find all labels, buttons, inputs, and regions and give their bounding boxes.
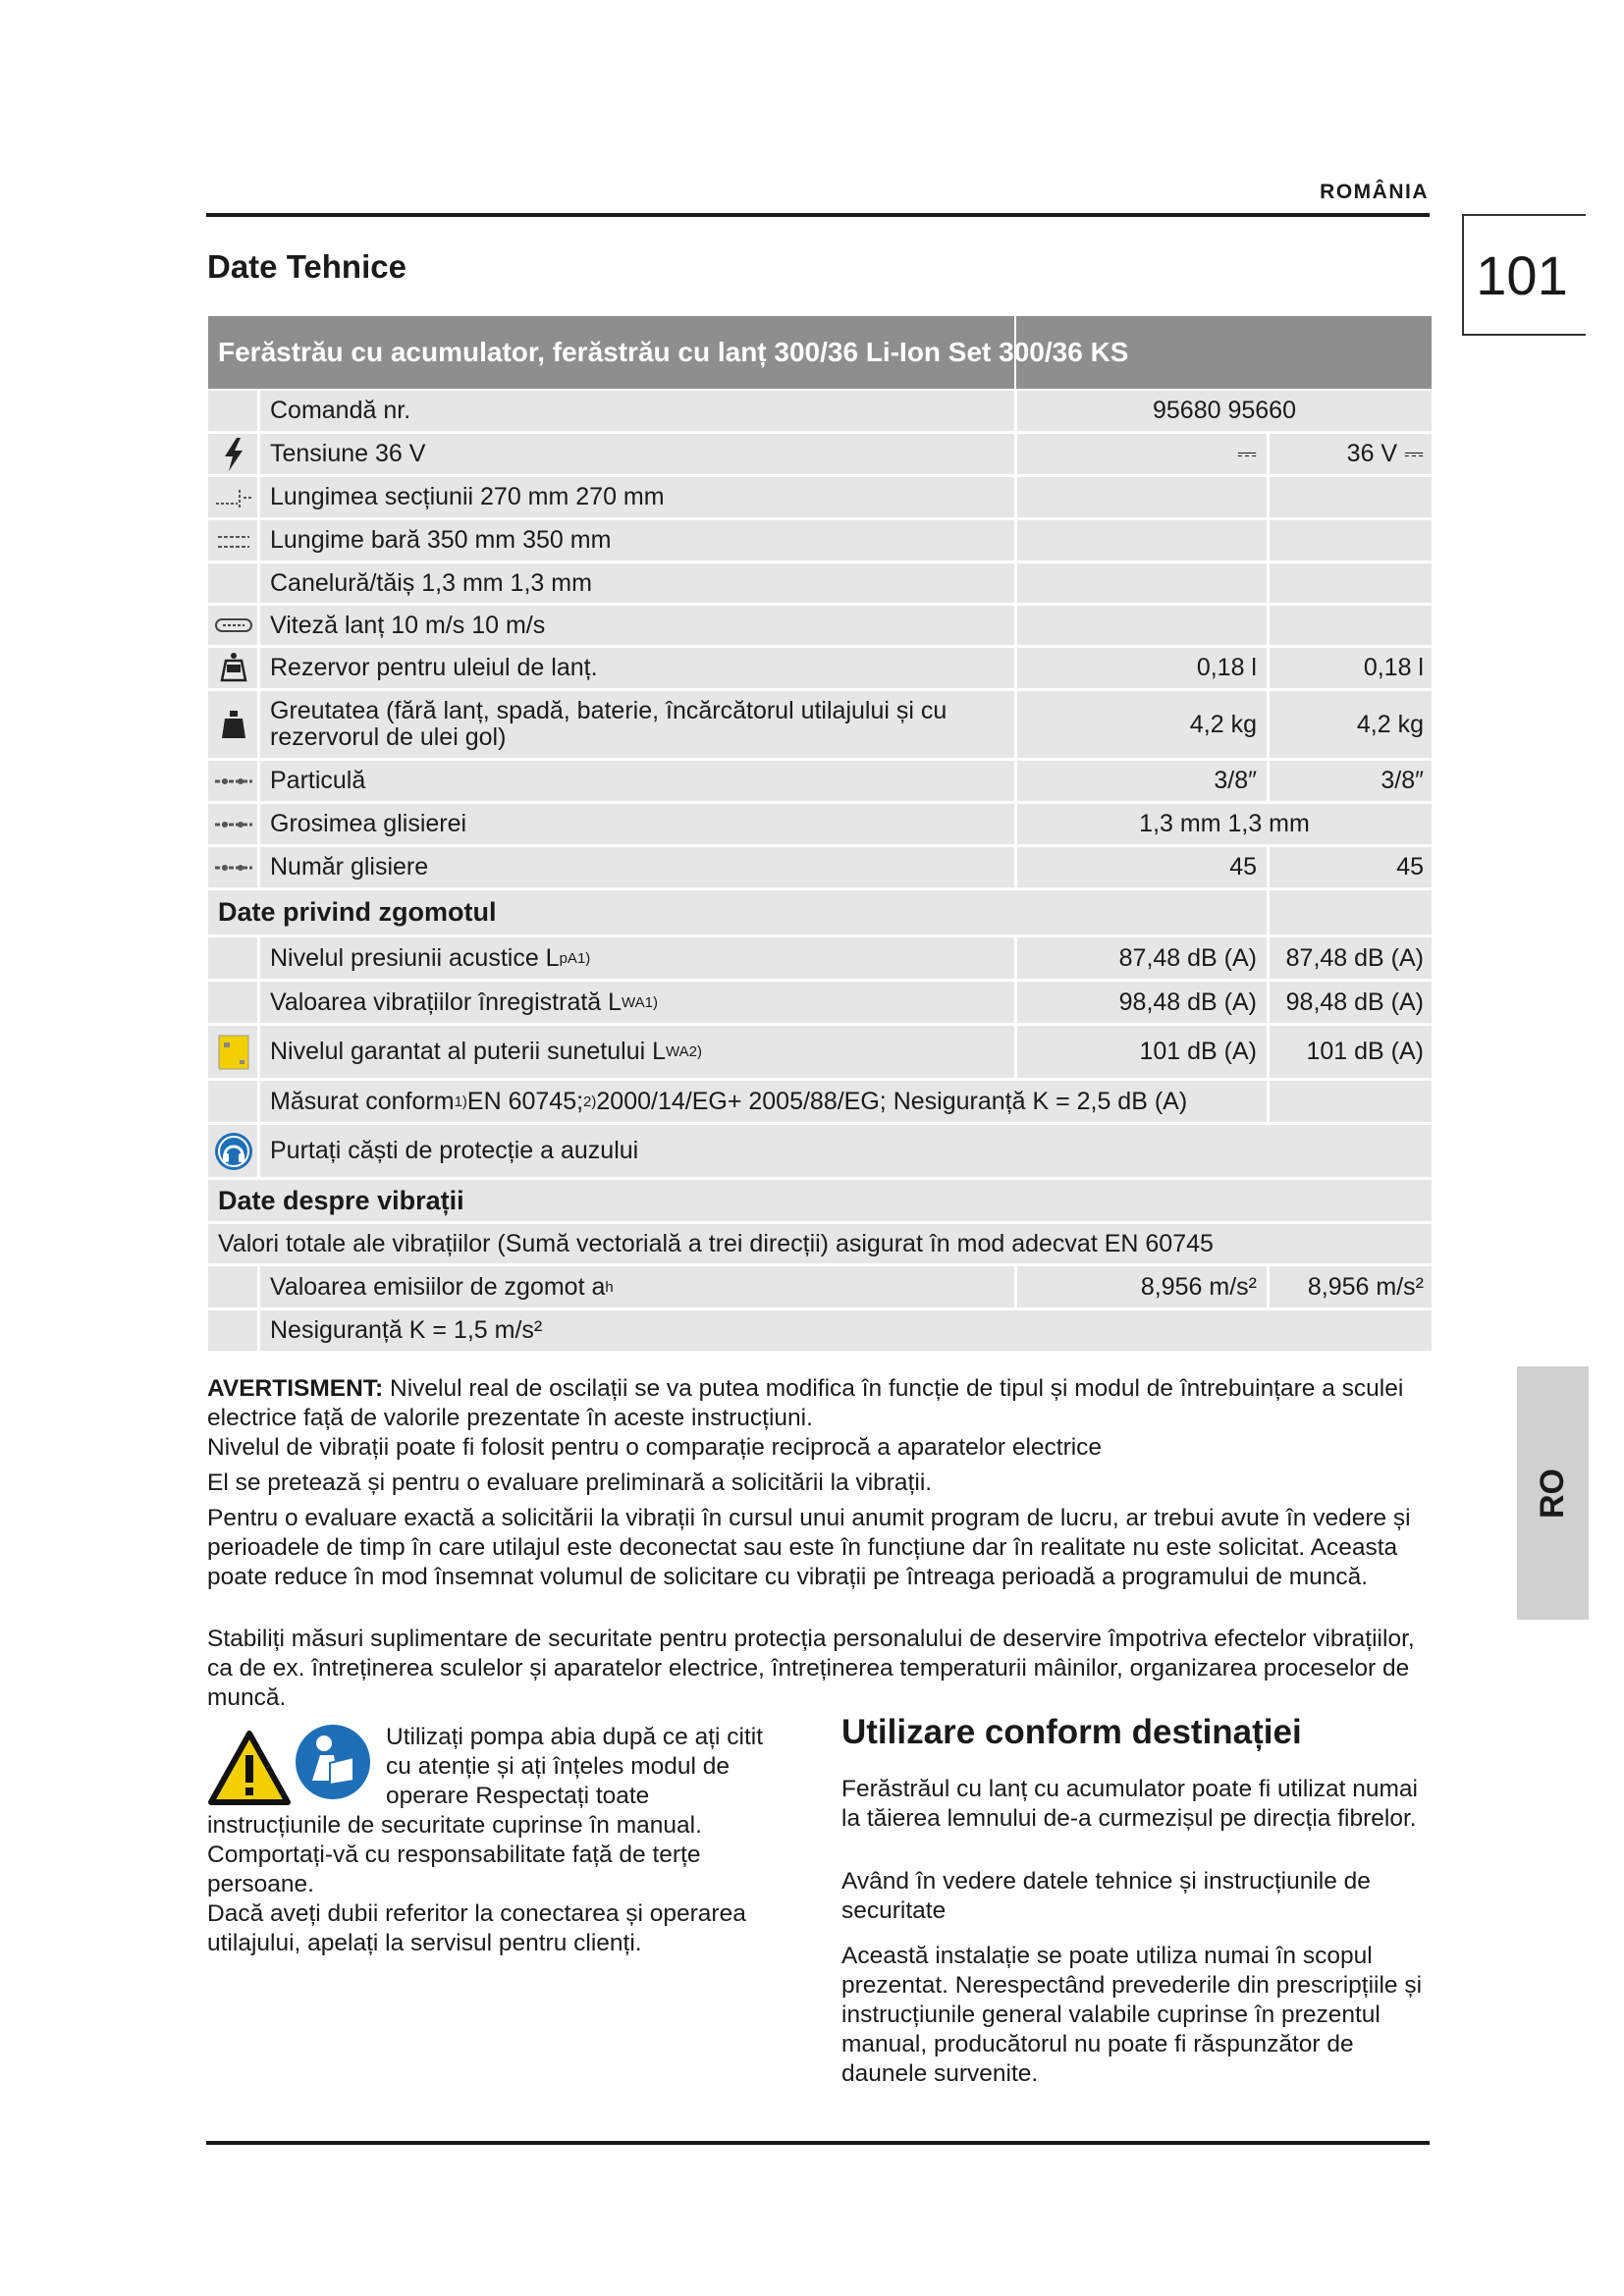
ear-protection-text: Purtați căști de protecție a auzului (270, 1137, 639, 1164)
bottom-rule (206, 2141, 1430, 2145)
table-row (208, 1026, 1432, 1078)
table-row (208, 1081, 1432, 1122)
table-row (208, 804, 1432, 844)
row-label: Nesiguranță K = 1,5 m/s² (270, 1316, 543, 1344)
table-row (208, 648, 1432, 688)
table-row (208, 1310, 1432, 1351)
table-row (208, 937, 1432, 979)
oil-tank-icon (208, 648, 258, 688)
lightning-icon (208, 434, 258, 474)
row-label: Particulă (270, 767, 366, 794)
intended-use-paragraph: Ferăstrăul cu lanț cu acumulator poate fi utilizat numai la tăierea lemnului de-a curmezișul pe direcția fibrelor. (841, 1776, 1418, 1832)
manual-note-line: operare Respectați toate (386, 1783, 650, 1809)
row-value-2: 0,18 l (1363, 654, 1424, 681)
language-tab-label: RO (1534, 1468, 1571, 1519)
row-value-1: 3/8″ (1214, 767, 1257, 794)
row-value-1: 4,2 kg (1189, 710, 1257, 738)
intended-use-title: Utilizare conform destinației (841, 1713, 1302, 1751)
row-label: Nivelul garantat al puterii sunetului L WA 2) (270, 1038, 702, 1065)
row-value-2: 98,48 dB (A) (1285, 988, 1424, 1016)
table-section-row (208, 890, 1432, 934)
country-label: ROMÂNIA (1320, 181, 1429, 203)
intended-use-paragraph: Această instalație se poate utiliza numai în scopul prezentat. Nerespectând prevederile din prescripțiile și instrucțiunile general valabile cuprinse în prezentul manual, producătorul nu poate fi răspunzător de daunele survenite. (841, 1943, 1423, 2087)
chain-speed-icon (208, 606, 258, 645)
row-label: Canelură/tăiș 1,3 mm 1,3 mm (270, 568, 592, 597)
table-row (208, 520, 1432, 561)
row-label: Nivelul presiunii acustice L pA 1) (270, 943, 591, 972)
manual-note-line: cu atenție și ați înțeles modul de (386, 1753, 731, 1780)
warning-triangle-icon (207, 1730, 292, 1811)
row-label: Lungimea secțiunii 270 mm 270 mm (270, 483, 665, 510)
row-value-2: 101 dB (A) (1306, 1038, 1424, 1065)
table-row (208, 1266, 1432, 1308)
row-value: 95680 95660 (1153, 397, 1296, 424)
table-row (208, 434, 1432, 474)
row-value-2: 36 V ⎓ (1346, 440, 1424, 467)
row-label: Tensiune 36 V (270, 440, 426, 467)
row-label: Rezervor pentru uleiul de lanț. (270, 654, 598, 681)
vibration-section-title: Date despre vibrații (218, 1185, 464, 1215)
table-row (208, 982, 1432, 1023)
table-row (208, 563, 1432, 603)
row-value-1: 87,48 dB (A) (1118, 943, 1257, 972)
row-label: Comandă nr. (270, 397, 411, 424)
warning-paragraph: AVERTISMENT: Nivelul real de oscilații se va putea modifica în funcție de tipul și modul de întrebuințare a sculei electrice față de valorile prezentate în aceste instrucțiuni. (207, 1375, 1404, 1431)
row-value-2: 4,2 kg (1356, 710, 1424, 738)
row-label: Grosimea glisierei (270, 810, 467, 837)
row-value-1: 98,48 dB (A) (1118, 988, 1257, 1016)
page-number: 101 (1476, 244, 1568, 306)
row-value-1: 0,18 l (1196, 654, 1257, 681)
row-value-2: 8,956 m/s² (1307, 1272, 1424, 1301)
table-row (208, 477, 1432, 517)
bar-length-icon (208, 520, 258, 561)
row-label: Greutatea (fără lanț, spadă, baterie, încărcătorul utilajului și cu rezervorul de ulei gol) (270, 697, 947, 751)
chain-icon (208, 804, 258, 844)
cut-length-icon (208, 477, 258, 517)
intended-use-paragraph: Având în vedere datele tehnice și instrucțiunile de securitate (841, 1868, 1371, 1924)
table-title: Ferăstrău cu acumulator, ferăstrău cu lanț 300/36 Li-Ion Set 300/36 KS (218, 337, 1129, 367)
table-row (208, 691, 1432, 758)
table-row (208, 761, 1432, 801)
top-rule (206, 213, 1430, 217)
warning-paragraph: El se pretează și pentru o evaluare preliminară a solicitării la vibrații. (207, 1469, 933, 1496)
section-title: Date Tehnice (207, 248, 406, 285)
manual-note-paragraph: instrucțiunile de securitate cuprinse în manual. Comportați-vă cu responsabilitate față de terțe persoane. (207, 1812, 702, 1897)
row-value-2: 87,48 dB (A) (1285, 943, 1424, 972)
table-section-row (208, 1180, 1432, 1221)
measurement-standard: Măsurat conform 1) EN 60745; 2) 2000/14/EG+ 2005/88/EG; Nesiguranță K = 2,5 dB (A) (270, 1087, 1188, 1115)
chain-icon (208, 761, 258, 801)
row-value-1: ⎓ (1237, 440, 1257, 467)
chain-icon (208, 847, 258, 887)
table-row (208, 1224, 1432, 1263)
table-row (208, 391, 1432, 431)
sound-power-label-icon (208, 1026, 258, 1078)
weight-icon (208, 691, 258, 758)
row-value-1: 8,956 m/s² (1140, 1272, 1257, 1301)
warning-paragraph: Stabiliți măsuri suplimentare de securitate pentru protecția personalului de deservire împotriva efectelor vibrațiilor, ca de ex. întreținerea sculelor și aparatelor electrice, întreținerea temperaturii mâinilor, organizarea proceselor de muncă. (207, 1626, 1415, 1711)
row-value-1: 45 (1229, 853, 1257, 881)
vibration-totals: Valori totale ale vibrațiilor (Sumă vectorială a trei direcții) asigurat în mod adecvat EN 60745 (218, 1229, 1214, 1257)
table-row (208, 847, 1432, 887)
manual-note-line: Utilizați pompa abia după ce ați citit (386, 1724, 764, 1750)
read-manual-icon (295, 1724, 371, 1805)
row-label: Valoarea vibrațiilor înregistrată L WA 1) (270, 988, 658, 1016)
row-label: Valoarea emisiilor de zgomot a h (270, 1272, 614, 1301)
row-value-2: 45 (1396, 853, 1424, 881)
row-label: Număr glisiere (270, 853, 429, 881)
ear-protection-icon (208, 1125, 258, 1177)
table-row (208, 1125, 1432, 1177)
row-label: Lungime bară 350 mm 350 mm (270, 526, 612, 554)
row-value: 1,3 mm 1,3 mm (1139, 810, 1310, 837)
row-value-2: 3/8″ (1380, 767, 1424, 794)
warning-paragraph: Nivelul de vibrații poate fi folosit pentru o comparație reciprocă a aparatelor electrice (207, 1434, 1103, 1461)
noise-section-title: Date privind zgomotul (218, 897, 497, 927)
row-value-1: 101 dB (A) (1139, 1038, 1257, 1065)
row-label: Viteză lanț 10 m/s 10 m/s (270, 611, 546, 639)
table-row (208, 606, 1432, 645)
manual-note-paragraph: Dacă aveți dubii referitor la conectarea și operarea utilajului, apelați la servisul pentru clienți. (207, 1900, 746, 1956)
warning-paragraph: Pentru o evaluare exactă a solicitării la vibrații în cursul unui anumit program de lucru, ar trebui avute în vedere și perioadele de timp în care utilajul este deconectat sau este în funcțiune dar în realitate nu este solicitat. Aceasta poate reduce în mod însemnat volumul de solicitare cu vibrații pe întreaga perioadă a programului de muncă. (207, 1505, 1411, 1590)
